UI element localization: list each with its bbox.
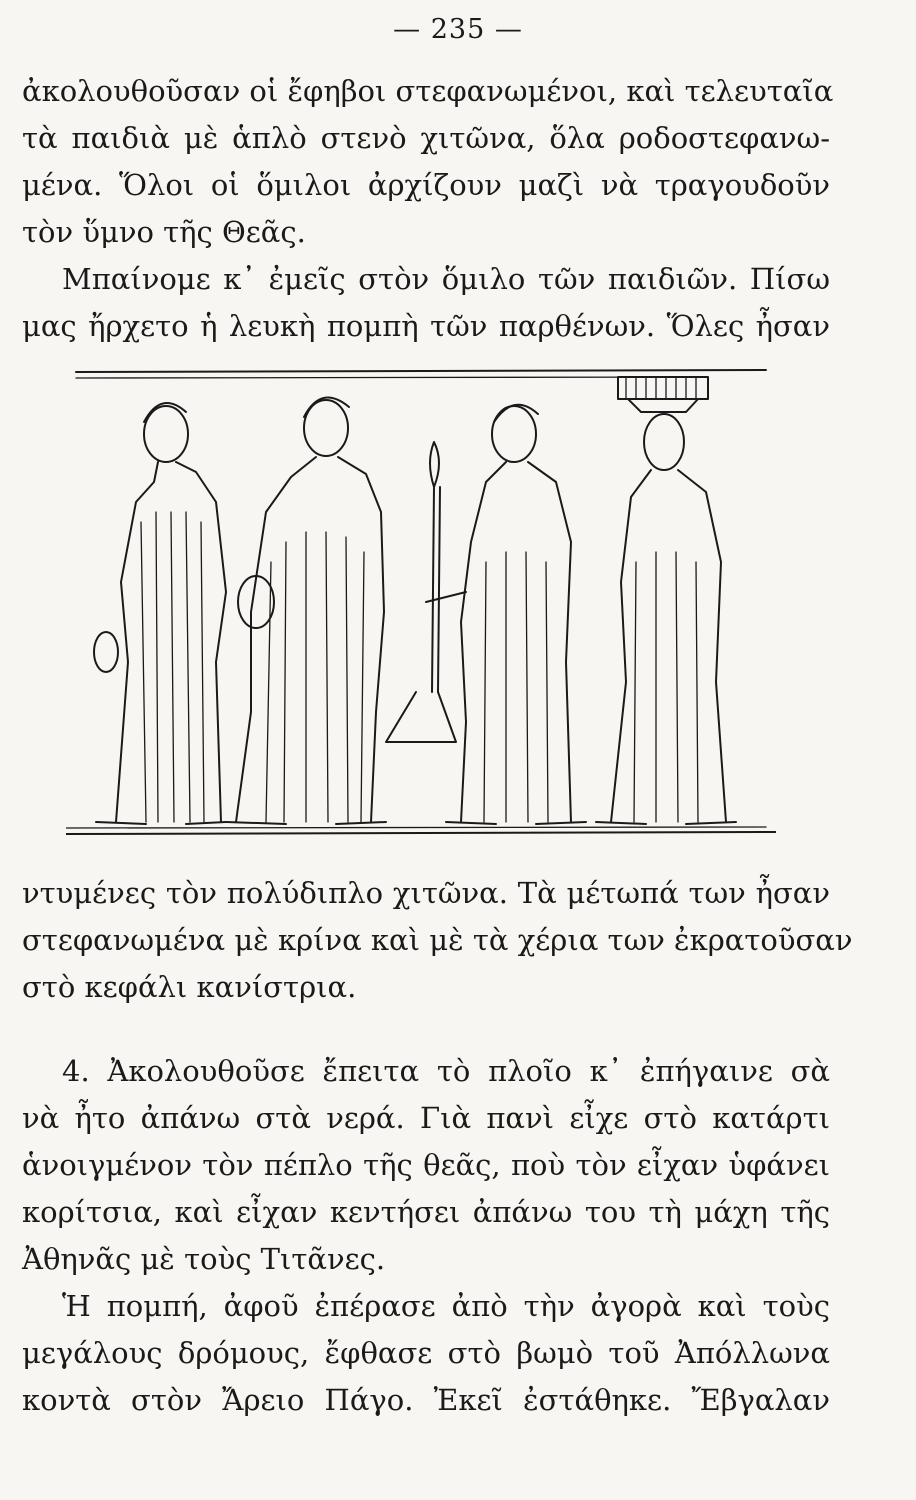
text-block-middle	[22, 870, 853, 1011]
text-line: στεφανωμένα μὲ κρίνα καὶ μὲ τὰ χέρια των ἐκρατοῦσαν	[22, 923, 853, 957]
maiden-figure-4	[596, 377, 736, 824]
text-line: 4. Ἀκολουθοῦσε ἔπειτα τὸ πλοῖο κ᾿ ἐπήγαινε σὰ	[62, 1054, 830, 1088]
text-line: στὸ κεφάλι κανίστρια.	[22, 970, 357, 1004]
text-line: Μπαίνομε κ᾿ ἐμεῖς στὸν ὅμιλο τῶν παιδιῶν. Πίσω	[62, 262, 830, 296]
text-block-bottom	[22, 1048, 830, 1424]
text-line: κορίτσια, καὶ εἶχαν κεντήσει ἀπάνω του τὴ μάχη τῆς	[22, 1195, 830, 1229]
text-line: ντυμένες τὸν πολύδιπλο χιτῶνα. Τὰ μέτωπά των ἦσαν	[22, 876, 830, 910]
text-line: τὸν ὕμνο τῆς Θεᾶς.	[22, 215, 306, 249]
text-line: μένα. Ὅλοι οἱ ὅμιλοι ἀρχίζουν μαζὶ νὰ τραγουδοῦν	[22, 168, 830, 202]
maiden-figure-3	[426, 405, 586, 824]
text-line: νὰ ἦτο ἀπάνω στὰ νερά. Γιὰ πανὶ εἶχε στὸ κατάρτι	[22, 1101, 830, 1135]
maiden-figure-1	[94, 403, 226, 824]
text-block-top	[22, 68, 834, 350]
maiden-figure-2	[226, 398, 386, 824]
text-line: Ἡ πομπή, ἀφοῦ ἐπέρασε ἀπὸ τὴν ἀγορὰ καὶ τοὺς	[62, 1289, 830, 1323]
text-line: Ἀθηνᾶς μὲ τοὺς Τιτᾶνες.	[22, 1242, 386, 1276]
text-line: ἀκολουθοῦσαν οἱ ἔφηβοι στεφανωμένοι, καὶ τελευταῖα	[22, 74, 834, 108]
text-line: κοντὰ στὸν Ἄρειο Πάγο. Ἐκεῖ ἐστάθηκε. Ἔβγαλαν	[22, 1383, 830, 1417]
text-line: μεγάλους δρόμους, ἔφθασε στὸ βωμὸ τοῦ Ἀπόλλωνα	[22, 1336, 830, 1370]
text-line: ἁνοιγμένον τὸν πέπλο τῆς θεᾶς, ποὺ τὸν εἶχαν ὑφάνει	[22, 1148, 830, 1182]
text-line: τὰ παιδιὰ μὲ ἁπλὸ στενὸ χιτῶνα, ὅλα ροδοστεφανω-	[22, 121, 830, 155]
text-line: μας ἤρχετο ἡ λευκὴ πομπὴ τῶν παρθένων. Ὅλες ἦσαν	[22, 309, 830, 343]
page-number: — 235 —	[393, 14, 523, 45]
ritual-object	[386, 442, 456, 742]
frieze-illustration-icon	[66, 362, 776, 842]
